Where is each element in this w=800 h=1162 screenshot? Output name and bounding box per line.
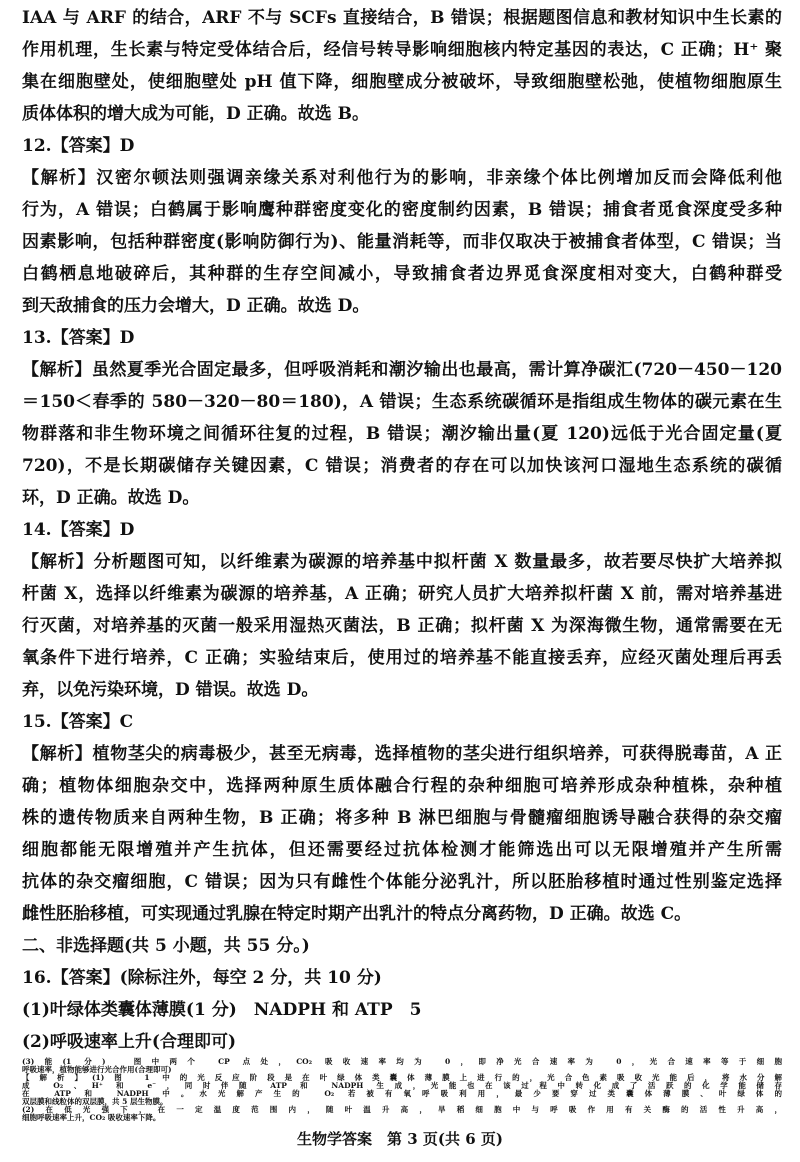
answer-heading: 12.【答案】D [22,136,135,156]
text-line: 呼吸速率，植物能够进行光合作用(合理即可) [22,1065,172,1074]
text-line: 720)，不是长期碳储存关键因素，C 错误；消费者的存在可以加快该河口湿地生态系统的碳循 [22,456,782,476]
section-heading: 二、非选择题(共 5 小题，共 55 分。) [22,936,310,956]
text-line: 株的遗传物质来自两种生物，B 正确；将多种 B 淋巴细胞与骨髓瘤细胞诱导融合获得的杂交瘤 [22,808,782,828]
text-line: 行为，A 错误；白鹤属于影响鹰种群密度变化的密度制约因素，B 错误；捕食者觅食深度受多种 [22,200,782,220]
text-line: 质体体积的增大成为可能，D 正确。故选 B。 [22,104,369,124]
answer-heading: 15.【答案】C [22,712,134,732]
text-line: 细胞都能无限增殖并产生抗体，但还需要经过抗体检测才能筛选出可以无限增殖并产生所需 [22,840,782,860]
text-line: 白鹤栖息地破碎后，其种群的生存空间减小，导致捕食者边界觅食深度相对变大，白鹤种群受 [22,264,782,284]
text-line: 到天敌捕食的压力会增大，D 正确。故选 D。 [22,296,370,316]
text-line: 氧条件下进行培养，C 正确；实验结束后，使用过的培养基不能直接丢弃，应经灭菌处理后再丢 [22,648,782,668]
text-line: (3)能(1 分) 图中两个 CP 点处，CO₂ 吸收速率均为 0，即净光合速率为 0，光合速率等于细胞 [22,1057,782,1066]
text-line: 弃，以免污染环境，D 错误。故选 D。 [22,680,319,700]
text-line: 作用机理，生长素与特定受体结合后，经信号转导影响细胞核内特定基因的表达，C 正确；H⁺ 聚 [22,40,782,60]
text-line: 雌性胚胎移植，可实现通过乳腺在特定时期产出乳汁的特点分离药物，D 正确。故选 C。 [22,904,692,924]
text-line: 【解析】虽然夏季光合固定最多，但呼吸消耗和潮汐输出也最高，需计算净碳汇(720－450－120 [22,360,782,380]
text-line: ＝150＜春季的 580－320－80＝180)，A 错误；生态系统碳循环是指组成生物体的碳元素在生 [22,392,782,412]
text-line: 【解析】(1)图 1 中的光反应阶段是在叶绿体类囊体薄膜上进行的，光合色素吸收光能后，将水分解 [22,1073,782,1082]
text-line: (2)在低光强下，在一定温度范围内，随叶温升高，旱稻细胞中与呼吸作用有关酶的活性升高， [22,1105,782,1114]
text-line: 抗体的杂交瘤细胞，C 错误；因为只有雌性个体能分泌乳汁，所以胚胎移植时通过性别鉴定选择 [22,872,782,892]
text-line: 物群落和非生物环境之间循环往复的过程，B 错误；潮汐输出量(夏 120)远低于光合固定量(夏 [22,424,782,444]
page-footer: 生物学答案 第 3 页(共 6 页) [297,1130,503,1148]
text-line: 成 O₂、H⁺ 和 e⁻，同时伴随 ATP 和 NADPH 生成，光能也在该过程中转化成了活跃的化学能储存 [22,1081,782,1090]
text-line: IAA 与 ARF 的结合，ARF 不与 SCFs 直接结合，B 错误；根据题图信息和教材知识中生长素的 [22,8,782,28]
text-line: 【解析】分析题图可知，以纤维素为碳源的培养基中拟杆菌 X 数量最多，故若要尽快扩大培养拟 [22,552,782,572]
text-line: 【解析】植物茎尖的病毒极少，甚至无病毒，选择植物的茎尖进行组织培养，可获得脱毒苗，A 正 [22,744,782,764]
answer-heading: 14.【答案】D [22,520,135,540]
text-line: 杆菌 X，选择以纤维素为碳源的培养基，A 正确；研究人员扩大培养拟杆菌 X 前，需对培养基进 [22,584,782,604]
text-line: 细胞呼吸速率上升，CO₂ 吸收速率下降。 [22,1113,161,1122]
text-line: 双层膜和线粒体的双层膜，共 5 层生物膜。 [22,1097,168,1106]
text-line: 【解析】汉密尔顿法则强调亲缘关系对利他行为的影响，非亲缘个体比例增加反而会降低利他 [22,168,782,188]
text-line: 在 ATP 和 NADPH 中。水光解产生的 O₂ 若被有氧呼吸利用，最少要穿过类囊体薄膜、叶绿体的 [22,1089,782,1098]
text-line: 因素影响，包括种群密度(影响防御行为)、能量消耗等，而非仅取决于被捕食者体型，C 错误；当 [22,232,782,252]
answer-heading: 13.【答案】D [22,328,135,348]
text-line: 确；植物体细胞杂交中，选择两种原生质体融合行程的杂种细胞可培养形成杂种植株，杂种植 [22,776,782,796]
text-line: 集在细胞壁处，使细胞壁处 pH 值下降，细胞壁成分被破坏，导致细胞壁松弛，使植物细胞原生 [22,72,782,92]
answer-heading: 16.【答案】(除标注外，每空 2 分，共 10 分) [22,968,382,988]
text-line: (2)呼吸速率上升(合理即可) [22,1032,237,1052]
text-line: 环，D 正确。故选 D。 [22,488,200,508]
text-line: 行灭菌，对培养基的灭菌一般采用湿热灭菌法，B 正确；拟杆菌 X 为深海微生物，通常需要在无 [22,616,782,636]
text-line: (1)叶绿体类囊体薄膜(1 分) NADPH 和 ATP 5 [22,1000,422,1020]
